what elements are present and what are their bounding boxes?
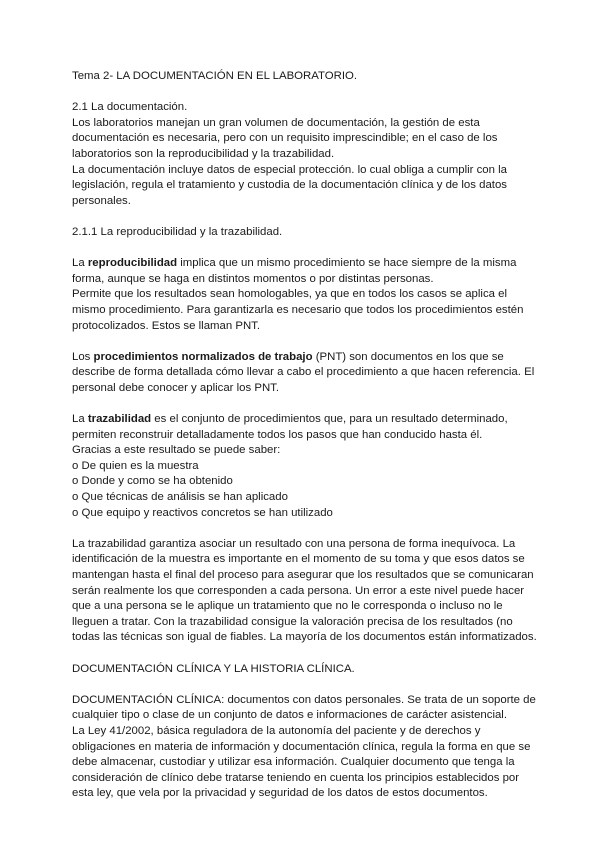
reproducibility-term: reproducibilidad	[87, 257, 178, 270]
document-body	[72, 69, 540, 802]
traz-rest: es el conjunto de procedimientos que, para un resultado determinado, permiten reconstruir detalladamente todos los pasos que han conducido hasta él.	[72, 413, 508, 441]
reproducibility-paragraph-2: Permite que los resultados sean homologables, ya que en todos los casos se aplica el mismo procedimiento. Para garantizarla es necesario que todos los procedimientos estén protocolizados. Estos se llaman PNT.	[72, 288, 524, 332]
section-2-1-heading: 2.1 La documentación.	[72, 101, 188, 114]
traceability-paragraph	[72, 412, 540, 443]
clinical-documentation-paragraph-1: DOCUMENTACIÓN CLÍNICA: documentos con datos personales. Se trata de un soporte de cualquier tipo o clase de un conjunto de datos e informaciones de carácter asistencial.	[72, 693, 536, 722]
section-2-1-1-heading: 2.1.1 La reproducibilidad y la trazabilidad.	[72, 225, 283, 238]
traceability-intro: Gracias a este resultado se puede saber:	[72, 444, 281, 457]
traceability-paragraph-2: La trazabilidad garantiza asociar un resultado con una persona de forma inequívoca. La identificación de la muestra es importante en el momento de su toma y que esos datos se mantengan hasta el final del proceso para asegurar que los resultados que se comunicaran serán realmente los que corresponden a cada persona. Un error a este nivel puede hacer que a una persona se le aplique un tratamiento que no le corresponda o incluso no le lleguen a tratar. Con la trazabilidad consigue la valoración precisa de los resultados (no todas las técnicas son igual de fiables. La mayoría de los documentos están informatizados.	[72, 537, 537, 644]
list-item: o Que técnicas de análisis se han aplicado	[72, 491, 288, 504]
section-2-1-paragraph-2: La documentación incluye datos de especial protección. lo cual obliga a cumplir con la legislación, regula el tratamiento y custodia de la documentación clínica y de los datos personales.	[72, 163, 508, 207]
traceability-term: trazabilidad	[87, 413, 152, 426]
pnt-paragraph	[72, 350, 540, 397]
traz-prefix: La	[72, 413, 88, 426]
repro-prefix: La	[72, 257, 88, 270]
reproducibility-paragraph	[72, 256, 540, 287]
clinical-documentation-paragraph-2: La Ley 41/2002, básica reguladora de la autonomía del paciente y de derechos y obligaciones en materia de información y documentación clínica, regula la forma en que se debe almacenar, custodiar y utilizar esa información. Cualquier documento que tenga la consideración de clínico debe tratarse teniendo en cuenta los principios establecidos por esta ley, que vela por la privacidad y seguridad de los datos de estos documentos.	[72, 724, 531, 800]
document-title: Tema 2- LA DOCUMENTACIÓN EN EL LABORATORIO.	[72, 70, 358, 82]
repro-rest: implica que un mismo procedimiento se hace siempre de la misma forma, aunque se haga en distintos momentos o por distintas personas.	[72, 257, 517, 285]
pnt-term: procedimientos normalizados de trabajo	[93, 350, 313, 363]
list-item: o Que equipo y reactivos concretos se han utilizado	[72, 506, 333, 519]
list-item: o De quien es la muestra	[72, 459, 199, 472]
clinical-documentation-heading: DOCUMENTACIÓN CLÍNICA Y LA HISTORIA CLÍNICA.	[72, 662, 355, 675]
pnt-prefix: Los	[72, 350, 94, 363]
pnt-rest: (PNT) son documentos en los que se describe de forma detallada cómo llevar a cabo el procedimiento a que hacen referencia. El personal debe conocer y aplicar los PNT.	[72, 350, 535, 394]
list-item: o Donde y como se ha obtenido	[72, 475, 233, 488]
section-2-1-paragraph-1: Los laboratorios manejan un gran volumen de documentación, la gestión de esta documentación es necesaria, pero con un requisito imprescindible; en el caso de los laboratorios son la reproducibilidad y la trazabilidad.	[72, 116, 498, 160]
